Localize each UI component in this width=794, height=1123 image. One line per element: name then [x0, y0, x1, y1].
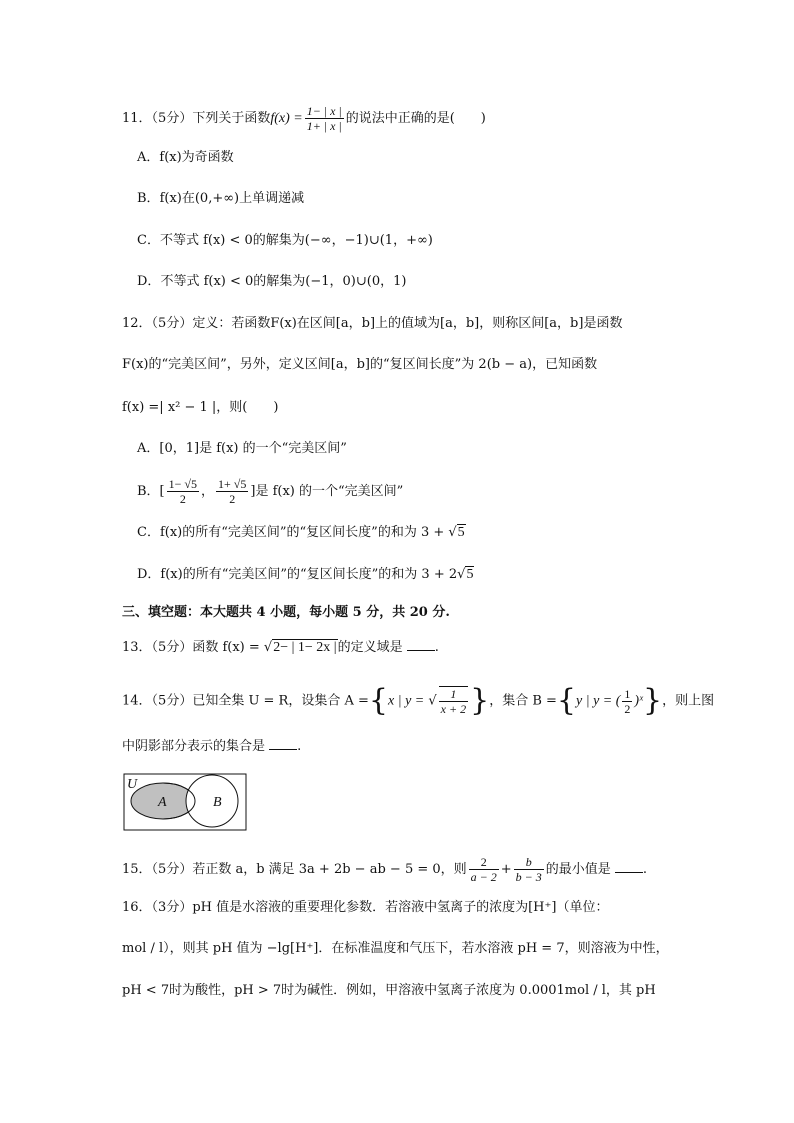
- q11-option-b[interactable]: B．f(x)在(0,+∞)上单调递减: [137, 191, 305, 206]
- q14-stem-line2: 中阴影部分表示的集合是 .: [122, 739, 302, 754]
- q14-answer-blank[interactable]: [269, 737, 297, 750]
- venn-diagram: [123, 773, 248, 833]
- q14-stem-line1: 14．（5分）已知全集 U = R，设集合 A ={x | y = √ $\frac{1}{x + 2}$ }，集合 B ={y | y = ( $\frac{1}{2}$ )ˣ}，则上图: [122, 683, 715, 718]
- q12-stem-line2: F(x)的“完美区间”，另外，定义区间[a，b]的“复区间长度”为 2(b − a)，已知函数: [122, 357, 598, 372]
- q11-option-d[interactable]: D．不等式 f(x) < 0的解集为(−1，0)∪(0，1): [137, 274, 407, 289]
- q15-stem: 15．（5分）若正数 a，b 满足 3a + 2b − ab − 5 = 0，则 $\frac{2}{a - 2}$ + $\frac{b}{b - 3}$ 的最小值是 .: [122, 855, 648, 884]
- q11-option-c[interactable]: C．不等式 f(x) < 0的解集为(−∞，−1)∪(1，+∞): [137, 233, 433, 248]
- section-heading: 三、填空题：本大题共 4 小题，每小题 5 分，共 20 分.: [122, 605, 450, 620]
- q12-option-d[interactable]: D．f(x)的所有“完美区间”的“复区间长度”的和为 3 + 2√5: [137, 567, 474, 582]
- q15-frac1: $\frac{2}{a - 2}$: [470, 855, 497, 884]
- q12-option-a[interactable]: A．[0，1]是 f(x) 的一个“完美区间”: [137, 441, 347, 456]
- q14-half-frac: $\frac{1}{2}$: [624, 686, 631, 716]
- q13-stem: 13．（5分）函数 f(x) = √2− | 1− 2x |的定义域是 .: [122, 640, 439, 655]
- q12-option-b[interactable]: B．[ $\frac{1- √5}{2}$ ， $\frac{1+ √5}{2}$ ]是 f(x) 的一个“完美区间”: [137, 477, 404, 506]
- q12-option-c[interactable]: C．f(x)的所有“完美区间”的“复区间长度”的和为 3 + √5: [137, 525, 465, 540]
- venn-label-u: U: [127, 777, 138, 792]
- venn-set-b: [186, 775, 238, 827]
- q11-stem: 11．（5分）下列关于函数f(x) = $\frac{1- | x |}{1+ | x |}$ 的说法中正确的是( ): [122, 104, 486, 133]
- q12-b-frac1: $\frac{1- √5}{2}$: [168, 477, 197, 506]
- venn-label-a: A: [158, 795, 167, 810]
- q11-fraction: $\frac{1- | x |}{1+ | x |}$: [306, 104, 342, 133]
- q12-stem-line3: f(x) =| x² − 1 |，则( ): [122, 400, 279, 415]
- q15-frac2: $\frac{b}{b - 3}$: [515, 855, 542, 884]
- q14-sqrt-frac: $\frac{1}{x + 2}$: [440, 687, 467, 716]
- q13-answer-blank[interactable]: [407, 638, 435, 651]
- q15-answer-blank[interactable]: [615, 860, 643, 873]
- q16-line1: 16．（3分）pH 值是水溶液的重要理化参数．若溶液中氢离子的浓度为[H⁺]（单位：: [122, 900, 609, 915]
- venn-label-b: B: [213, 795, 222, 810]
- q16-line3: pH < 7时为酸性，pH > 7时为碱性．例如，甲溶液中氢离子浓度为 0.0001mol / l，其 pH: [122, 983, 656, 998]
- q12-b-frac2: $\frac{1+ √5}{2}$: [218, 477, 247, 506]
- q11-option-a[interactable]: A．f(x)为奇函数: [137, 150, 234, 165]
- q12-stem-line1: 12．（5分）定义：若函数F(x)在区间[a，b]上的值域为[a，b]，则称区间[a，b]是函数: [122, 316, 623, 331]
- q16-line2: mol / l），则其 pH 值为 −lg[H⁺]．在标准温度和气压下，若水溶液 pH = 7，则溶液为中性，: [122, 941, 669, 956]
